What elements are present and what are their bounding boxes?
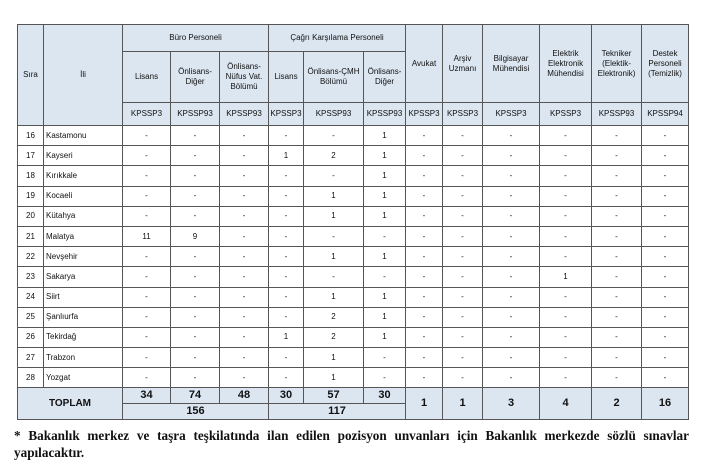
row-il: Trabzon (44, 348, 123, 368)
row-value: - (592, 267, 642, 287)
table-row (18, 307, 689, 327)
row-value: - (364, 348, 406, 368)
table-row (18, 146, 689, 166)
total-other-cell: 1 (406, 388, 443, 420)
row-value: - (592, 126, 642, 146)
total-label: TOPLAM (18, 388, 123, 420)
row-value: - (269, 186, 304, 206)
row-value: 1 (364, 247, 406, 267)
row-value: - (171, 146, 220, 166)
row-value: - (483, 287, 540, 307)
row-value: - (406, 226, 443, 246)
row-value: 1 (364, 146, 406, 166)
header-col: Destek Personeli (Temizlik) (642, 25, 689, 103)
row-value: - (406, 267, 443, 287)
row-value: - (483, 267, 540, 287)
row-il: Sakarya (44, 267, 123, 287)
row-value: - (483, 327, 540, 347)
row-value: - (304, 126, 364, 146)
row-value: - (220, 287, 269, 307)
header-sira: Sıra (18, 25, 44, 126)
row-value: - (406, 287, 443, 307)
row-value: - (540, 327, 592, 347)
row-il: Nevşehir (44, 247, 123, 267)
row-value: - (483, 307, 540, 327)
header-group-cagri: Çağrı Karşılama Personeli (269, 25, 406, 52)
row-value: - (642, 206, 689, 226)
total-buro-sum: 156 (123, 404, 269, 420)
total-other-cell: 2 (592, 388, 642, 420)
row-value: - (540, 206, 592, 226)
row-sira: 25 (18, 307, 44, 327)
row-value: - (406, 206, 443, 226)
row-value: - (171, 307, 220, 327)
row-value: - (592, 226, 642, 246)
row-value: 1 (269, 146, 304, 166)
header-il: İli (44, 25, 123, 126)
row-value: - (406, 368, 443, 388)
row-value: - (592, 348, 642, 368)
total-buro-cell: 34 (123, 388, 171, 404)
row-value: - (269, 287, 304, 307)
table-row (18, 126, 689, 146)
row-value: - (642, 226, 689, 246)
row-value: - (592, 186, 642, 206)
header-col: Elektrik Elektronik Mühendisi (540, 25, 592, 103)
row-il: Siirt (44, 287, 123, 307)
row-value: 1 (304, 206, 364, 226)
staff-allocation-table (17, 24, 689, 420)
row-value: - (220, 348, 269, 368)
row-value: - (443, 307, 483, 327)
row-value: - (443, 146, 483, 166)
row-value: - (483, 166, 540, 186)
total-other-cell: 1 (443, 388, 483, 420)
table-row (18, 186, 689, 206)
row-value: 2 (304, 307, 364, 327)
row-value: 1 (364, 206, 406, 226)
row-value: - (406, 247, 443, 267)
row-value: - (171, 368, 220, 388)
row-value: - (443, 287, 483, 307)
row-value: 1 (364, 126, 406, 146)
row-value: - (406, 348, 443, 368)
row-value: - (483, 146, 540, 166)
row-value: 1 (540, 267, 592, 287)
row-il: Kütahya (44, 206, 123, 226)
row-value: - (642, 348, 689, 368)
total-other-cell: 4 (540, 388, 592, 420)
header-code: KPSSP93 (364, 103, 406, 126)
header-code: KPSSP3 (540, 103, 592, 126)
row-il: Şanlıurfa (44, 307, 123, 327)
row-value: - (642, 166, 689, 186)
row-value: 1 (304, 368, 364, 388)
total-cagri-cell: 30 (269, 388, 304, 404)
header-col: Avukat (406, 25, 443, 103)
row-value: - (642, 126, 689, 146)
table-row (18, 206, 689, 226)
row-value: - (269, 307, 304, 327)
row-value: - (642, 287, 689, 307)
row-value: - (483, 348, 540, 368)
row-value: - (220, 226, 269, 246)
row-value: - (269, 368, 304, 388)
row-value: - (406, 307, 443, 327)
row-value: - (123, 327, 171, 347)
row-value: 1 (364, 287, 406, 307)
row-value: - (483, 226, 540, 246)
header-col: Arşiv Uzmanı (443, 25, 483, 103)
row-value: - (406, 126, 443, 146)
row-value: - (220, 126, 269, 146)
table-row (18, 166, 689, 186)
table-row (18, 348, 689, 368)
row-value: 1 (304, 186, 364, 206)
row-value: - (269, 126, 304, 146)
row-value: - (123, 166, 171, 186)
header-code: KPSSP94 (642, 103, 689, 126)
total-cagri-cell: 30 (364, 388, 406, 404)
row-value: - (220, 186, 269, 206)
row-value: 2 (304, 146, 364, 166)
row-il: Kastamonu (44, 126, 123, 146)
total-cagri-sum: 117 (269, 404, 406, 420)
row-value: - (483, 186, 540, 206)
row-value: - (269, 226, 304, 246)
row-value: - (123, 126, 171, 146)
row-il: Kayseri (44, 146, 123, 166)
header-group-buro: Büro Personeli (123, 25, 269, 52)
row-value: - (592, 146, 642, 166)
header-code: KPSSP3 (483, 103, 540, 126)
row-value: - (304, 267, 364, 287)
footnote: * Bakanlık merkez ve taşra teşkilatında ilan edilen pozisyon unvanları için Bakanlık merkezde sözlü sınavlar yapılacaktır. (14, 428, 689, 460)
row-il: Malatya (44, 226, 123, 246)
header-code: KPSSP93 (171, 103, 220, 126)
row-value: - (483, 126, 540, 146)
row-value: - (171, 126, 220, 146)
row-value: - (592, 287, 642, 307)
row-value: - (171, 186, 220, 206)
row-value: - (220, 307, 269, 327)
row-value: - (443, 247, 483, 267)
row-value: - (540, 368, 592, 388)
row-value: - (171, 247, 220, 267)
row-value: 9 (171, 226, 220, 246)
row-value: - (269, 267, 304, 287)
row-value: 1 (364, 166, 406, 186)
row-value: 1 (364, 327, 406, 347)
row-value: - (123, 348, 171, 368)
header-col: Lisans (269, 52, 304, 103)
row-value: - (483, 247, 540, 267)
row-sira: 28 (18, 368, 44, 388)
row-value: - (406, 146, 443, 166)
total-other-cell: 3 (483, 388, 540, 420)
header-code: KPSSP3 (406, 103, 443, 126)
row-value: - (220, 247, 269, 267)
row-value: 11 (123, 226, 171, 246)
table-row (18, 287, 689, 307)
total-cagri-cell: 57 (304, 388, 364, 404)
row-value: - (592, 307, 642, 327)
row-value: - (171, 267, 220, 287)
row-value: - (540, 226, 592, 246)
header-code: KPSSP93 (592, 103, 642, 126)
row-value: 1 (304, 287, 364, 307)
row-value: - (171, 166, 220, 186)
row-value: - (642, 267, 689, 287)
row-sira: 23 (18, 267, 44, 287)
row-value: - (443, 206, 483, 226)
row-il: Kocaeli (44, 186, 123, 206)
row-value: - (171, 327, 220, 347)
row-value: - (220, 267, 269, 287)
row-value: - (269, 206, 304, 226)
row-value: 1 (304, 348, 364, 368)
row-value: - (269, 247, 304, 267)
row-value: - (642, 186, 689, 206)
row-value: - (540, 307, 592, 327)
row-value: - (540, 186, 592, 206)
row-value: - (642, 247, 689, 267)
row-value: - (364, 368, 406, 388)
header-col: Önlisans-Diğer (171, 52, 220, 103)
row-value: - (443, 368, 483, 388)
row-value: - (592, 247, 642, 267)
row-value: - (123, 368, 171, 388)
table-row (18, 226, 689, 246)
row-sira: 21 (18, 226, 44, 246)
row-value: - (443, 327, 483, 347)
row-value: - (220, 327, 269, 347)
row-value: - (123, 267, 171, 287)
header-col: Tekniker (Elektik-Elektronik) (592, 25, 642, 103)
row-value: - (220, 368, 269, 388)
row-sira: 17 (18, 146, 44, 166)
row-sira: 27 (18, 348, 44, 368)
row-value: - (443, 226, 483, 246)
row-value: - (304, 226, 364, 246)
row-value: - (443, 267, 483, 287)
row-il: Yozgat (44, 368, 123, 388)
header-col: Bilgisayar Mühendisi (483, 25, 540, 103)
row-value: 2 (304, 327, 364, 347)
row-value: - (642, 368, 689, 388)
staff-allocation-table-container (17, 24, 689, 420)
row-value: - (483, 368, 540, 388)
row-value: - (540, 126, 592, 146)
table-row (18, 327, 689, 347)
total-buro-cell: 74 (171, 388, 220, 404)
header-code: KPSSP3 (443, 103, 483, 126)
row-value: - (269, 166, 304, 186)
row-value: - (592, 368, 642, 388)
row-value: - (123, 146, 171, 166)
row-value: - (540, 348, 592, 368)
row-value: - (592, 206, 642, 226)
row-value: - (171, 206, 220, 226)
row-value: - (540, 287, 592, 307)
row-value: - (171, 287, 220, 307)
header-code: KPSSP3 (269, 103, 304, 126)
row-sira: 24 (18, 287, 44, 307)
row-value: - (364, 226, 406, 246)
row-value: - (406, 166, 443, 186)
total-buro-cell: 48 (220, 388, 269, 404)
row-value: - (443, 186, 483, 206)
row-value: - (540, 247, 592, 267)
row-value: - (642, 146, 689, 166)
row-sira: 26 (18, 327, 44, 347)
row-value: - (123, 247, 171, 267)
row-value: - (304, 166, 364, 186)
row-sira: 22 (18, 247, 44, 267)
total-other-cell: 16 (642, 388, 689, 420)
row-value: - (123, 186, 171, 206)
row-value: - (540, 146, 592, 166)
row-value: - (220, 166, 269, 186)
row-value: - (220, 146, 269, 166)
row-sira: 16 (18, 126, 44, 146)
row-value: - (443, 348, 483, 368)
row-value: 1 (364, 307, 406, 327)
row-value: - (123, 307, 171, 327)
header-col: Lisans (123, 52, 171, 103)
row-il: Tekirdağ (44, 327, 123, 347)
row-value: - (540, 166, 592, 186)
row-sira: 18 (18, 166, 44, 186)
row-value: - (364, 267, 406, 287)
row-value: 1 (269, 327, 304, 347)
header-code: KPSSP3 (123, 103, 171, 126)
header-col: Önlisans-Nüfus Vat. Bölümü (220, 52, 269, 103)
row-value: - (269, 348, 304, 368)
table-row (18, 267, 689, 287)
row-sira: 19 (18, 186, 44, 206)
row-value: - (642, 327, 689, 347)
row-value: 1 (304, 247, 364, 267)
row-value: 1 (364, 186, 406, 206)
row-value: - (406, 327, 443, 347)
row-sira: 20 (18, 206, 44, 226)
row-value: - (123, 287, 171, 307)
row-value: - (443, 166, 483, 186)
table-row (18, 368, 689, 388)
row-value: - (123, 206, 171, 226)
row-value: - (592, 327, 642, 347)
row-value: - (220, 206, 269, 226)
header-col: Önlisans-Diğer (364, 52, 406, 103)
header-col: Önlisans-ÇMH Bölümü (304, 52, 364, 103)
row-value: - (406, 186, 443, 206)
row-value: - (483, 206, 540, 226)
header-code: KPSSP93 (304, 103, 364, 126)
table-row (18, 247, 689, 267)
row-value: - (171, 348, 220, 368)
row-value: - (642, 307, 689, 327)
header-code: KPSSP93 (220, 103, 269, 126)
row-value: - (592, 166, 642, 186)
row-value: - (443, 126, 483, 146)
row-il: Kırıkkale (44, 166, 123, 186)
